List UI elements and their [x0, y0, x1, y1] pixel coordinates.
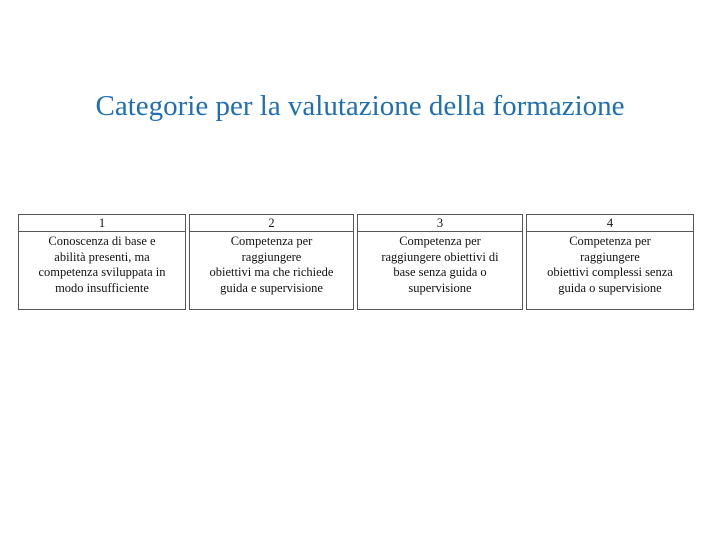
description-line: competenza sviluppata in: [38, 265, 166, 279]
category-number: 4: [527, 215, 693, 232]
description-line: raggiungere: [241, 249, 302, 264]
category-cell-4: [526, 214, 694, 310]
description-line: guida o supervisione: [558, 280, 662, 295]
description-line: raggiungere: [580, 249, 640, 264]
description-line: guida e supervisione: [220, 280, 323, 295]
category-number: 1: [19, 215, 185, 232]
category-description: [527, 232, 693, 296]
description-line: base senza guida o: [393, 265, 487, 279]
category-description: [19, 232, 185, 296]
description-line: abilità presenti, ma: [54, 249, 150, 264]
category-cell-2: [189, 214, 354, 310]
category-number: 2: [190, 215, 353, 232]
category-number: 3: [358, 215, 522, 232]
description-line: Competenza per: [569, 234, 651, 248]
category-cell-1: [18, 214, 186, 310]
category-cell-3: [357, 214, 523, 310]
description-line: supervisione: [408, 280, 472, 295]
description-line: Competenza per: [230, 234, 313, 248]
description-line: Competenza per: [399, 234, 481, 248]
category-description: [190, 232, 353, 296]
description-line: obiettivi ma che richiede: [209, 265, 334, 279]
description-line: raggiungere obiettivi di: [381, 249, 499, 264]
description-line: Conoscenza di base e: [48, 234, 156, 248]
description-line: modo insufficiente: [55, 280, 149, 295]
description-line: obiettivi complessi senza: [547, 265, 673, 279]
category-description: [358, 232, 522, 296]
slide-title: Categorie per la valutazione della formazione: [95, 90, 625, 122]
evaluation-categories-table: [18, 214, 694, 310]
